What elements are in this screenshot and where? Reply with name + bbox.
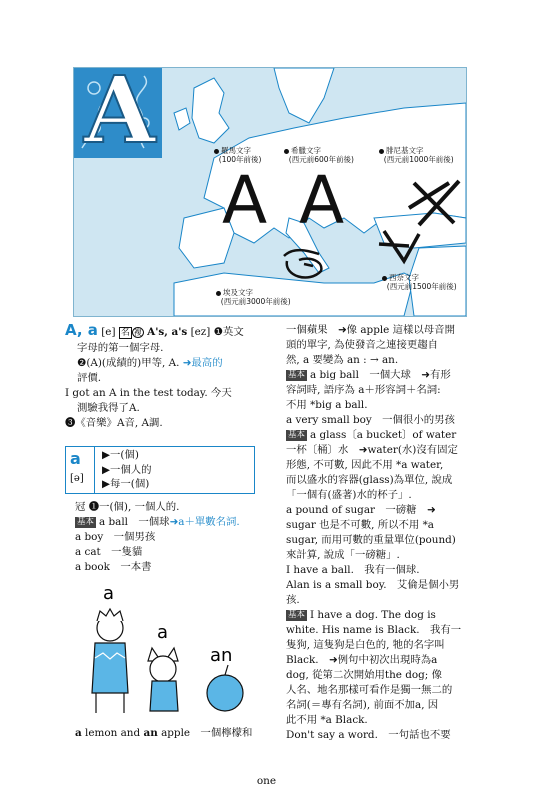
subentry-headword-cell (66, 447, 95, 493)
text-line: 頭的單字, 為使發音之連接更趨自 (286, 339, 439, 351)
plural-form: A's, a's (147, 326, 188, 338)
text-line: I have a ball. 我有一個球. (286, 564, 420, 576)
egyptian-ox-glyph (279, 246, 329, 286)
greek-a-glyph: A (299, 162, 345, 239)
entry-body (65, 341, 265, 431)
initial-letter: A (84, 67, 156, 164)
text-line: Black. ➜例句中初次出現時為a (286, 654, 438, 666)
text-line: dog, 從第二次開始用the dog; 像 (286, 669, 442, 681)
text-line: 來計算, 說成「一磅糖」. (286, 549, 400, 561)
entry-head (65, 323, 265, 341)
subentry-box (65, 446, 255, 494)
right-column (286, 323, 474, 743)
left-column (65, 323, 265, 431)
label-greek: 希臘文字 (西元前600年前後) (284, 146, 354, 164)
text-line: 孩. (286, 594, 300, 606)
label-sinai: 西奈文字 (西元前1500年前後) (382, 273, 457, 291)
land-scandinavia (274, 68, 334, 123)
illuminated-initial (74, 67, 162, 164)
text-line: a very small boy 一個很小的男孩 (286, 414, 455, 426)
text-line: 基本 a glass〔a bucket〕of water (288, 429, 457, 441)
article-definition (75, 500, 270, 575)
roman-a-glyph: A (222, 162, 268, 239)
plural-pronunciation: [ez] (190, 326, 211, 338)
example-translation: 測驗我得了A. (77, 402, 140, 414)
text-line: 此不用 *a Black. (286, 714, 368, 726)
phoenician-a-glyph (399, 173, 467, 233)
text-line: 一杯〔桶〕水 ➜water(水)沒有固定 (286, 444, 458, 456)
basic-tag: 基本 (288, 430, 306, 440)
sense-line: 字母的第一個字母. (77, 342, 164, 354)
headword-a-lower: a (70, 449, 81, 468)
text-line: Don't say a word. 一句話也不要 (286, 729, 451, 741)
text-line: 不用 *big a ball. (286, 399, 368, 411)
sense-line: ❷(A)(成績的)甲等, A. ➜最高的 (77, 357, 223, 369)
text-line: 一個蘋果 ➜像 apple 這樣以母音開 (286, 324, 455, 336)
example-line: 基本 a ball 一個球➜a＋單數名詞. (77, 516, 240, 528)
land-britain (192, 78, 229, 143)
pronunciation: [e] (101, 326, 116, 338)
sense-line: 評價. (77, 372, 102, 384)
text-line: 名詞(＝專有名詞), 前面不加a, 因 (286, 699, 439, 711)
text-line: Alan is a small boy. 艾倫是個小男 (286, 579, 460, 591)
letter-history-map (73, 67, 467, 317)
land-ireland (174, 108, 190, 130)
illus-label-a2: a (157, 622, 169, 643)
part-of-speech: 名 (120, 328, 130, 338)
text-line: 基本 I have a dog. The dog is (288, 609, 436, 621)
text-line: 然, a 要變為 an : → an. (286, 354, 399, 366)
text-line: sugar 也是不可數, 所以不用 *a (286, 519, 434, 531)
subentry-pronunciation: [ə] (70, 473, 84, 484)
headword-a-upper: A, a (65, 323, 98, 339)
sense-1-start: ❶英文 (213, 326, 244, 338)
bottom-example: a lemon and an apple 一個檸檬和 (75, 727, 253, 739)
definition-line: 冠 ❶一(個), 一個人的. (75, 501, 180, 513)
text-line: 基本 a big ball 一個大球 ➜有形 (288, 369, 451, 381)
example-line: a cat 一隻貓 (75, 546, 143, 558)
illus-label-an: an (210, 645, 233, 666)
text-line: 隻狗, 這隻狗是白色的, 牠的名字叫 (286, 639, 445, 651)
example-line: a book 一本書 (75, 561, 152, 573)
label-roman: 羅馬文字 (100年前後) (214, 146, 261, 164)
text-line: 人名、地名那樣可看作是獨一無二的 (286, 684, 453, 696)
text-line: 容詞時, 語序為 a＋形容詞＋名詞: (286, 384, 441, 396)
page-number: one (256, 775, 277, 787)
note-arrow-text: ➜最高的 (182, 357, 223, 369)
text-line: sugar, 而用可數的重量單位(pound) (286, 534, 456, 546)
sense-summary: ▶一個人的 (102, 463, 152, 476)
example-sentence: I got an A in the test today. 今天 (65, 387, 232, 399)
sense-line: ❸《音樂》A音, A調. (65, 417, 163, 429)
label-phoenician: 腓尼基文字 (西元前1000年前後) (379, 146, 454, 164)
sinai-a-glyph (374, 226, 429, 271)
text-line: 「一個有(盛著)水的杯子」. (286, 489, 412, 501)
illus-label-a1: a (103, 583, 115, 604)
basic-tag: 基本 (288, 370, 306, 380)
boy-cat-apple-illustration (70, 583, 260, 718)
sense-summary: ▶每一(個) (102, 478, 150, 490)
text-line: a pound of sugar 一磅糖 ➜ (286, 504, 436, 516)
text-line: white. His name is Black. 我有一 (286, 624, 462, 636)
text-line: 形態, 不可數, 因此不用 *a water, (286, 459, 444, 471)
plural-mark: 複 (133, 328, 142, 337)
label-egyptian: 埃及文字 (西元前3000年前後) (216, 288, 291, 306)
sense-summary: ▶一(個) (102, 449, 139, 461)
example-line: a boy 一個男孩 (75, 531, 156, 543)
text-line: 而以盛水的容器(glass)為單位, 說成 (286, 474, 453, 486)
subentry-senses (102, 448, 152, 492)
basic-tag: 基本 (288, 610, 306, 620)
